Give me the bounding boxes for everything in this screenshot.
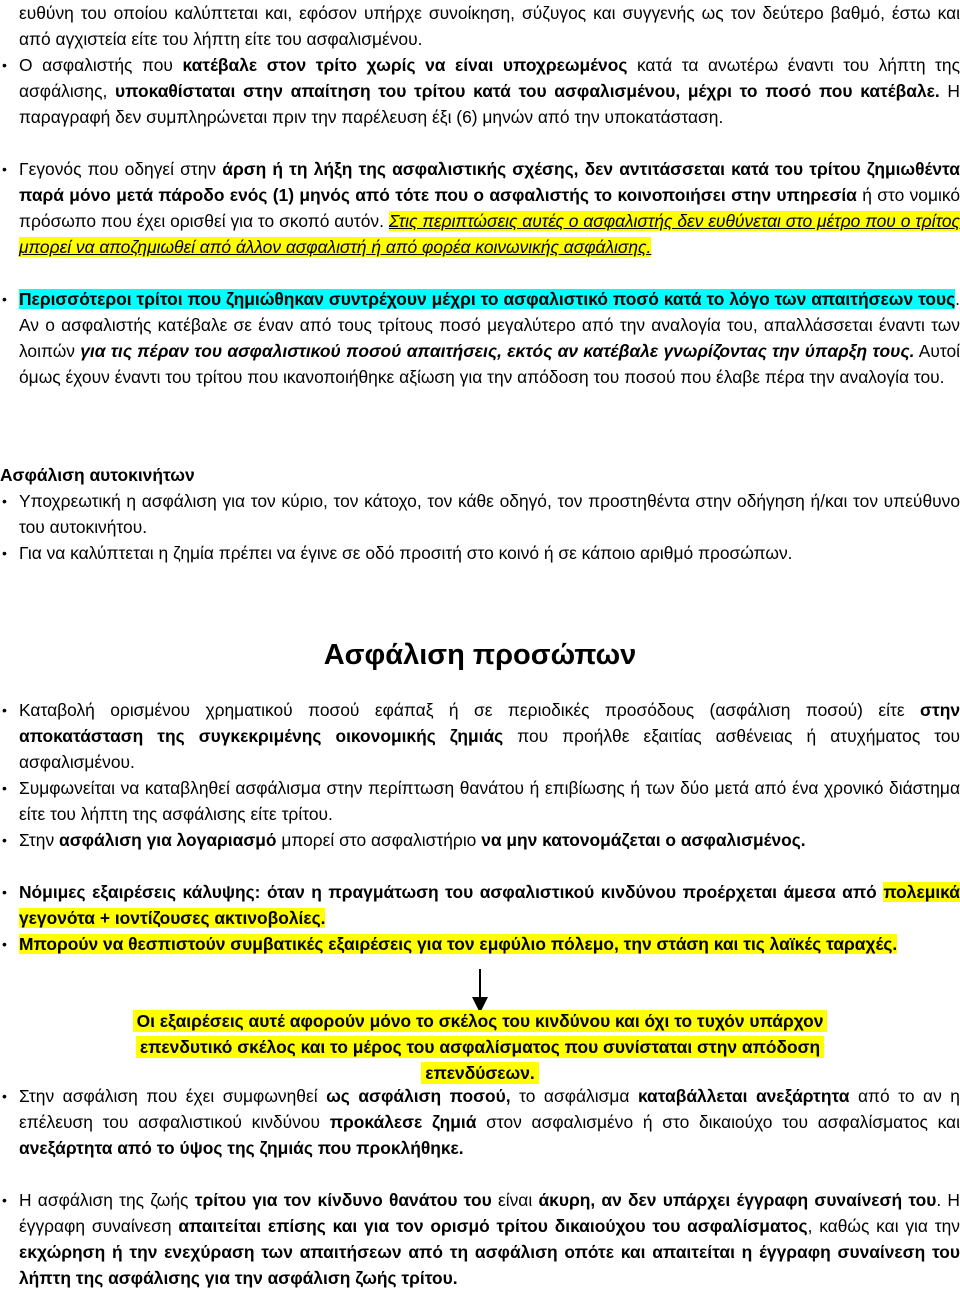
- text-bold: προκάλεσε ζημιά: [329, 1112, 477, 1132]
- highlight-text: Στις περιπτώσεις αυτές ο ασφαλιστής δεν ευθύνεται στο μέτρο που ο τρίτος μπορεί να αποζημιωθεί από άλλον ασφαλιστή ή από φορέα κοινωνικής ασφάλισης.: [19, 211, 960, 257]
- text-bold: άρση ή τη λήξη της ασφαλιστικής σχέσης, δεν αντιτάσσεται κατά του τρίτου ζημιωθέντα παρά μόνο μετά πάροδο ενός (1) μηνός από τότε που ο ασφαλιστής το κοινοποιήσει στην υπηρεσία: [19, 159, 960, 205]
- text-bold: ασφάλιση για λογαριασμό: [59, 830, 277, 850]
- highlight-text: Περισσότεροι τρίτοι που ζημιώθηκαν συντρέχουν μέχρι το ασφαλιστικό ποσό κατά το λόγο των απαιτήσεων τους: [19, 289, 956, 309]
- text: που προήλθε εξαιτίας ασθένειας ή ατυχήματος του ασφαλισμένου.: [19, 726, 960, 772]
- text-bold-italic: για τις πέραν του ασφαλιστικού ποσού απαιτήσεις, εκτός αν κατέβαλε γνωρίζοντας την ύπαρξη τους.: [80, 341, 915, 361]
- text: Καταβολή ορισμένου χρηματικού ποσού εφάπαξ ή σε περιοδικές προσόδους (ασφάλιση ποσού) είτε: [19, 700, 921, 720]
- text-bold: άκυρη, αν δεν υπάρχει έγγραφη συναίνεσή του: [538, 1190, 937, 1210]
- heading: Ασφάλιση αυτοκινήτων: [0, 465, 195, 485]
- bullet-auto-road: [0, 540, 960, 566]
- text: Για να καλύπτεται η ζημία πρέπει να έγινε σε οδό προσιτή στο κοινό ή σε κάποιο αριθμό προσώπων.: [19, 543, 793, 563]
- text: μπορεί στο ασφαλιστήριο: [276, 830, 482, 850]
- text: Στην ασφάλιση που έχει συμφωνηθεί: [19, 1086, 327, 1106]
- text-bold: τρίτου για τον κίνδυνο θανάτου του: [194, 1190, 492, 1210]
- bullet-contract-exclusions: [0, 931, 960, 957]
- text: είναι: [491, 1190, 539, 1210]
- text-bold: Νόμιμες εξαιρέσεις κάλυψης: όταν η πραγμάτωση του ασφαλιστικού κινδύνου προέρχεται άμεσα από: [19, 882, 884, 902]
- text: Ο ασφαλιστής που: [19, 55, 183, 75]
- callout-line-2: επενδυτικό σκέλος και το μέρος του ασφαλίσματος που συνίσταται στην απόδοση: [136, 1036, 824, 1058]
- section-heading-auto: [0, 462, 960, 488]
- bullet-auto-mandatory: [0, 488, 960, 540]
- bullet-account-insurance: [0, 827, 960, 853]
- arrow-down-icon: [468, 969, 492, 1013]
- bullet-legal-exclusions: [0, 879, 960, 931]
- text: Στην: [19, 830, 59, 850]
- text: Συμφωνείται να καταβληθεί ασφάλισμα στην περίπτωση θανάτου ή επιβίωσης ή των δύο μετά από ένα χρονικό διάστημα είτε του λήπτη της ασφάλισης είτε τρίτου.: [19, 778, 960, 824]
- bullet-third-party-life: [0, 1187, 960, 1291]
- text-bold: εκχώρηση ή την ενεχύραση των απαιτήσεων από τη ασφάλιση οπότε και απαιτείται η έγγραφη συναίνεση του λήπτη της ασφάλισης για την ασφάλιση ζωής τρίτου.: [19, 1242, 960, 1288]
- text: Αυτοί όμως έχουν έναντι του τρίτου που ικανοποιήθηκε αξίωση για την απόδοση του ποσού που έλαβε πέρα την αναλογία του.: [19, 341, 960, 387]
- highlight-text: πολεμικά γεγονότα + ιοντίζουσες ακτινοβολίες.: [19, 882, 960, 928]
- bullet-sum-insurance: [0, 1083, 960, 1161]
- text: . Αν ο ασφαλιστής κατέβαλε σε έναν από τους τρίτους ποσό μεγαλύτερο από την αναλογία του, απαλλάσσεται έναντι των λοιπών: [19, 289, 960, 361]
- section-heading-persons: [0, 635, 960, 675]
- paragraph-continuation: [0, 0, 960, 52]
- bullet-persons-payment: [0, 697, 960, 775]
- text-bold: καταβάλλεται ανεξάρτητα: [637, 1086, 850, 1106]
- bullet-insurer-subrogation: [0, 52, 960, 130]
- highlight-text: Μπορούν να θεσπιστούν συμβατικές εξαιρέσεις για τον εμφύλιο πόλεμο, την στάση και τις λαϊκές ταραχές.: [19, 934, 898, 954]
- bullet-life-insurance: [0, 775, 960, 827]
- text: . Η έγγραφη συναίνεση: [19, 1190, 960, 1236]
- text: ευθύνη του οποίου καλύπτεται και, εφόσον υπήρχε συνοίκηση, σύζυγος και συγγενής ως τον δεύτερο βαθμό, έστω και από αγχιστεία είτε του λήπτη είτε του ασφαλισμένου.: [19, 3, 960, 49]
- text: , καθώς και για την: [807, 1216, 960, 1236]
- bullet-multiple-third-parties: [0, 286, 960, 390]
- callout-line-3: επενδύσεων.: [421, 1062, 539, 1084]
- text: κατά τα ανωτέρω έναντι του λήπτη της ασφάλισης,: [19, 55, 960, 101]
- text-bold: υποκαθίσταται στην απαίτηση του τρίτου κατά του ασφαλισμένου, μέχρι το ποσό που κατέβαλε.: [115, 81, 940, 101]
- text-bold: στην αποκατάσταση της συγκεκριμένης οικονομικής ζημιάς: [19, 700, 960, 746]
- text: στον ασφαλισμένο ή στο δικαιούχο του ασφαλίσματος και: [476, 1112, 960, 1132]
- text: Η ασφάλιση της ζωής: [19, 1190, 195, 1210]
- text-bold: να μην κατονομάζεται ο ασφαλισμένος.: [481, 830, 806, 850]
- heading: Ασφάλιση προσώπων: [323, 639, 637, 671]
- text: ή στο νομικό πρόσωπο που έχει ορισθεί για το σκοπό αυτόν.: [19, 185, 960, 231]
- bullet-termination: [0, 156, 960, 260]
- text: Υποχρεωτική η ασφάλιση για τον κύριο, τον κάτοχο, τον κάθε οδηγό, τον προστηθέντα στην οδήγηση ή/και τον υπεύθυνο του αυτοκινήτου.: [19, 491, 960, 537]
- callout-line-1: Οι εξαιρέσεις αυτέ αφορούν μόνο το σκέλος του κινδύνου και όχι το τυχόν υπάρχον: [133, 1010, 828, 1032]
- text-bold: ανεξάρτητα από το ύψος της ζημιάς που προκλήθηκε.: [19, 1138, 464, 1158]
- text-bold: ως ασφάλιση ποσού,: [326, 1086, 511, 1106]
- text: από το αν η επέλευση του ασφαλιστικού κινδύνου: [19, 1086, 960, 1132]
- callout-note: [24, 1008, 936, 1086]
- text-bold: κατέβαλε στον τρίτο χωρίς να είναι υποχρεωμένος: [182, 55, 628, 75]
- text-bold: απαιτείται επίσης και για τον ορισμό τρίτου δικαιούχου του ασφαλίσματος: [178, 1216, 808, 1236]
- text: Γεγονός που οδηγεί στην: [19, 159, 223, 179]
- text: Η παραγραφή δεν συμπληρώνεται πριν την παρέλευση έξι (6) μηνών από την υποκατάσταση.: [19, 81, 960, 127]
- text: το ασφάλισμα: [510, 1086, 638, 1106]
